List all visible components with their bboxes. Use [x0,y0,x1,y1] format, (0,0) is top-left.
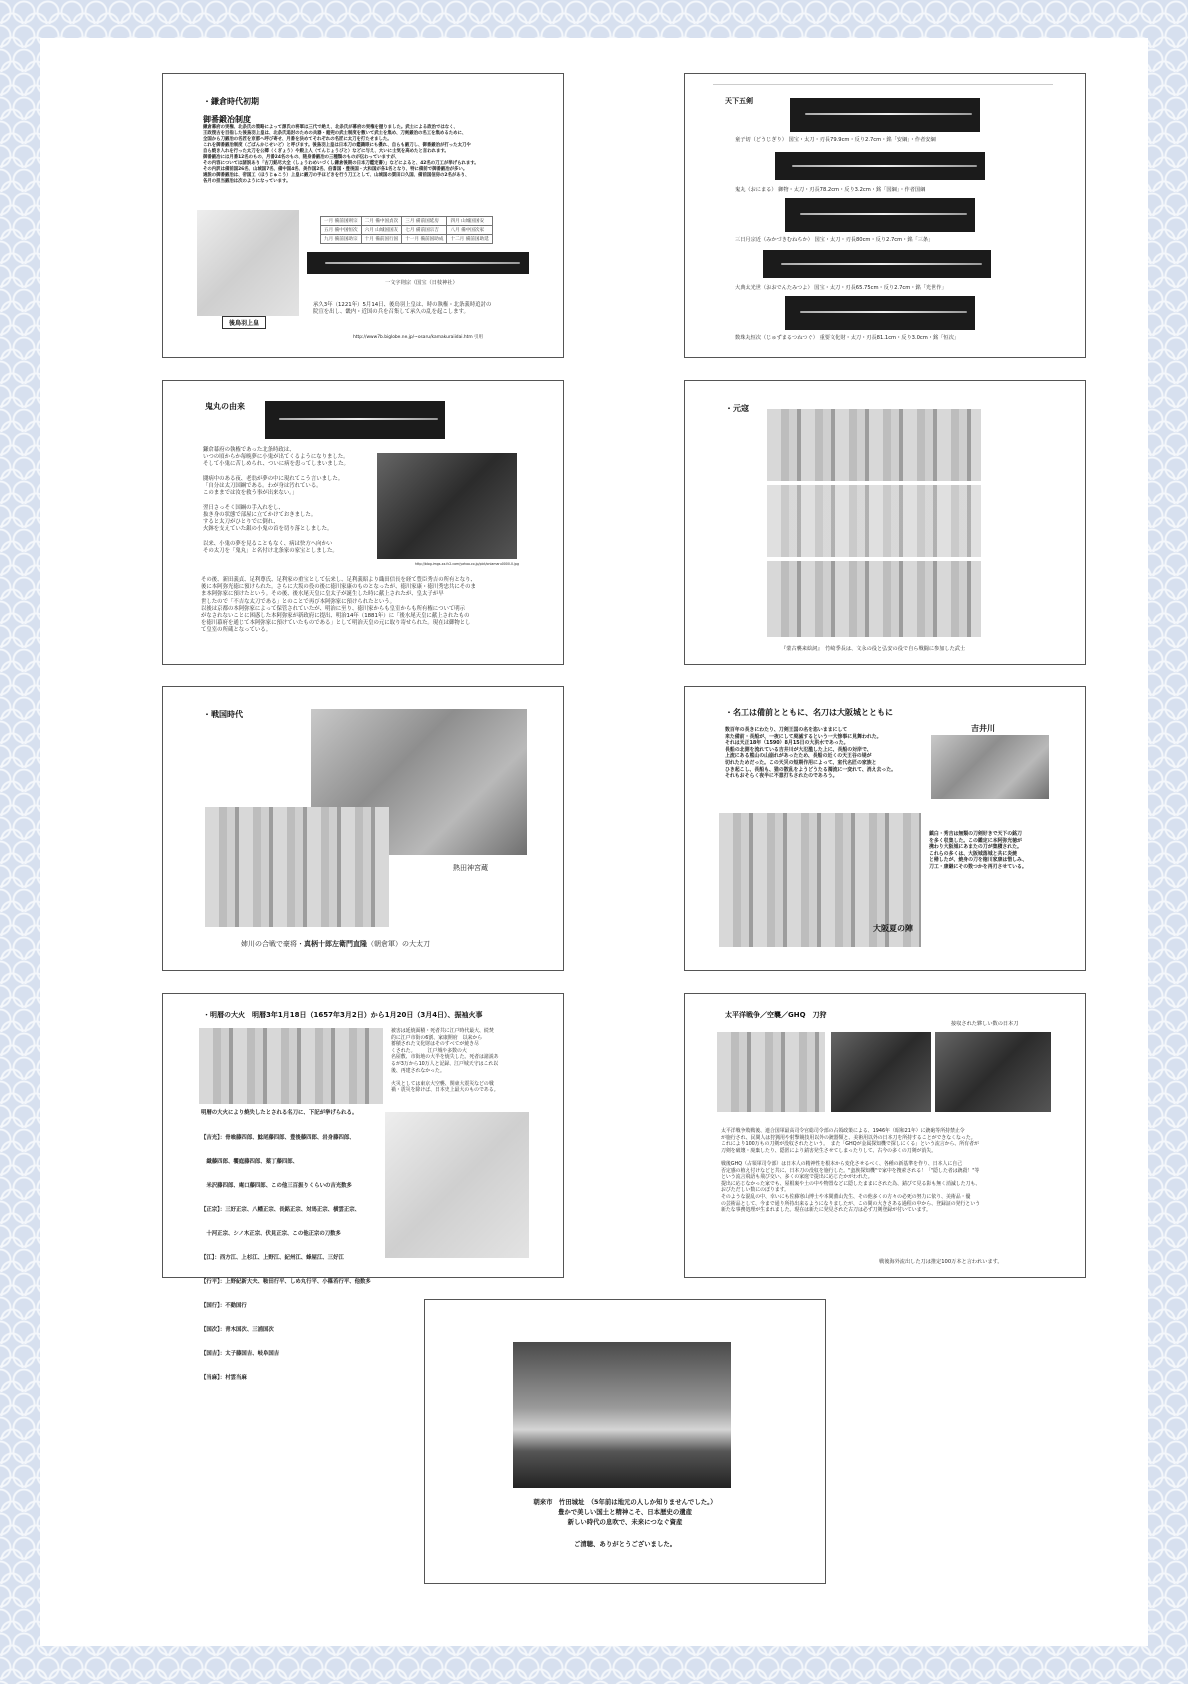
soldiers-image [831,1032,931,1112]
slide-bizen-osaka [684,686,1086,971]
lost-swords-intro: 明暦の大火により焼失したとされる名刀に、下記が挙げられる。 [201,1110,358,1116]
slide-kamakura [162,73,564,358]
body-text: 太平洋戦争敗戦後、連合国軍最高司令官総司令部の占領政策による、1946年（昭和21年）に銃砲等所持禁止令 が施行され、民間人は狩猟用や射撃競技用以外の銃器類と、美術用以外の日本刀を所持することができなくなった。 これにより100万もの刀剣が没収されたという。 また「GHQが金属探知機で探しにくる」という流言から、所有者が 刀剣を破壊・廃棄したり、隠匿により錆害発生させてしまったりして、古今の多くの刀剣が消失。 戦後GHQ（占領軍司令部）は日本人の精神性を根本から変化させるべく、各種の新基準を作り、日本人に自己 否定感の植え付けなどと共に、日本刀の没収を施行した。"蛮族探知機"で家中を捜索される！「"隠した者は銃殺！"等 という流言飛語も飛び交い、多くの家庭で提出に応じたかがわれた。 提出に応じなかった家でも、屋根裏や土の中や物置などに隠したままにされた為、錆びて見る影も無く消滅した刀も、 おびただしい数にのぼります。 そのような混乱の中、幸いにも佐藤寒山博士や本間薫山先生、その他多くの方々の必死の努力に依り、美術品・優 の芸術品として、今まで通り所持出来るようになりましたが、この間の大きさある過程の中から、登録証の発行という 新たな事務処理が生まれました。現在は新たに発見された古刀は必ず刀剣登録が付いています。 [721,1128,981,1214]
sword-caption: 一文字則宗（国宝（日枝神社） [385,280,458,286]
takeda-castle-image [513,1342,731,1488]
air-raid-image [717,1032,825,1112]
slide-onimaru [162,380,564,665]
scroll-painting-3 [767,561,981,637]
footer-note: 戦後海外流出した刀は推定100万本と言われいます。 [879,1259,1003,1265]
sword-image [307,252,529,274]
scroll-painting-2 [767,485,981,557]
portrait-image [197,210,299,316]
slide-tenka-goken [684,73,1086,358]
sengoku-caption: 姉川の合戦で豪将・真柄十郎左衛門直隆（朝倉軍）の大太刀 [241,940,430,948]
brazier-image [377,453,517,559]
slide-heading: ・鎌倉時代初期 [203,97,259,106]
sword-caption: 数珠丸恒次（じゅずまるつねつぐ） 重要文化財・太刀・刃長81.1cm・反り3.0cm・銘「恒次」 [735,335,959,341]
slide-heading: ・明暦の大火 明暦3年1月18日（1657年3月2日）から1月20日（3月4日）、振袖火事 [203,1011,483,1019]
thanks-text: ご清聴、ありがとうございました。 [573,1540,677,1548]
slide-heading: ・元寇 [725,404,749,413]
slide-takeda-castle [424,1299,826,1584]
slide-sengoku [162,686,564,971]
poster-sheet [40,38,1148,1646]
sword-caption: 童子切（どうじぎり） 国宝・太刀・刃長79.9cm・反り2.7cm・銘「安綱」・作者安綱 [735,137,936,143]
body-text: 鎌倉幕府の実権、北条氏の策略によって源氏の将軍は三代で絶え、北条氏が幕府の実権を握りました。武士による政治ではなく、 王政復古を目指した後鳥羽上皇は、北条氏追討のための兵器・鎧兜の武士制度を敷いて武士を集め、刀剣鍛冶の名工を集めるために、 全国から刀鍛冶の名匠を京都へ呼び寄せ、月番を決めてそれぞれの名匠に太刀を打たせました。 これを御番鍛冶制度（ごばんかじせいど）と呼びます。後鳥羽上皇は日本刀の鑑識眼にも優れ、自らも鍛刀し、御番鍛冶が打った太刀や 自ら焼き入れを行った太刀を公卿（くぎょう）や殿上人（てんじょうびと）などに与え、大いに士気を高めたと言われます。 御番鍛冶には月番12名のもの、月番24名のもの、随身番鍛冶の三種類のものが伝わっていますが、 その内容については諸説あり「古刀銘尽大全（しょうわめいづくし鎌倉後期の日本刀鑑定書）」などによると、42名の刀工が挙げられます。 その内訳は備前国26名、山城国7名、備中国4名、美作国2名、伯耆国・豊後国・大和国が各1名となり、特に備前で御番鍛冶が多い。 通説の御番鍛冶は、帝国工（ほうじゅこう）上皇に鍛刀の手ほどきを行う刀工として、山城国の粟田口久国、備前国信房の2名があり、 各月の担当鍛冶は次のようになっています。 [203,125,479,184]
screen-label: 大阪夏の陣 [873,924,913,933]
sword-image [775,152,985,180]
story-text: 鎌倉幕府の執権であった北条時政は、 いつの頃からか毎晩夢に小鬼が出てくるようになりました。 そして小鬼に苦しめられ、ついに病を患ってしまいました。 闘病中のある夜、老翁が夢の中に現れてこう言いました。 「自分は太刀国綱である。わが身は汚れている。 このままでは汝を救う事が出来ない。」 翌日さっそく国綱の手入れをし、 抜き身の状態で部屋に立てかけておきました。 すると太刀がひとりでに倒れ、 火鉢を支えていた銀の小鬼の首を切り落としました。 以来、小鬼の夢を見ることもなく、病は快方へ向かい その太刀を「鬼丸」と名付け北条家の家宝としました。 [203,447,349,554]
edo-map-image [385,1112,529,1258]
battle-screen-image [205,807,389,927]
lost-swords-list: 【吉光】：骨喰藤四郎、鯰尾藤四郎、豊後藤四郎、岩身藤四郎、 織藤四郎、饗庭藤四郎、薬丁藤四郎、 米沢藤四郎、庵口藤四郎、この他三百振りくらいの吉光数多 【正宗】：三好正宗、八幡正宗、長銘正宗、対馬正宗、横雲正宗、 十河正宗、シノ木正宗、伏見正宗、この他正宗の刀数多 【江】：西方江、上杉江、上野江、紀州江、蜂屋江、三好江 【行平】：上野紀新大夫、鞍田行平、しめ丸行平、小篠若行平、他数多 【国行】：不動国行 【国次】：青木国次、三浦国次 【国吉】：太子藤国吉、岐阜国吉 【当麻】：村雲当麻 [201,1135,371,1381]
slide-heading: 鬼丸の由来 [205,402,245,411]
closing-line-1: 朝来市 竹田城址 （5年前は地元の人しか知りませんでした。） [533,1498,717,1506]
sword-caption: 大典太光世（おおでんたみつよ） 国宝・太刀・刃長65.75cm・反り2.7cm・銘「光世作」 [735,285,947,291]
slide-genko [684,380,1086,665]
sword-caption: 三日月宗近（みかづきむねちか） 国宝・太刀・刃長80cm・反り2.7cm・銘「三条」 [735,237,934,243]
closing-line-3: 新しい時代の息吹で、未来につなぐ資産 [567,1518,683,1526]
yoshii-river-image [931,735,1049,799]
blacksmith-table: 一月 備前国則宗 二月 備中国貞次 三月 備前国延房 四月 山城国国安 五月 備中国恒次 六月 山城国国友 七月 備前国宗吉 八月 備中国次家 九月 備前国助宗 十月 備前国行国 十一月 備前国助成 十二月 備前国助延 [320,216,493,244]
sword-caption: 鬼丸（おにまる） 御物・太刀・刃長78.2cm・反り3.2cm・銘「国綱」・作者国綱 [735,187,926,193]
body-text: 数百年の長きにわたり、刀剣王国の名を恣いままにして 来た備前・長船が、一夜にして廃滅するという一大惨事に見舞われた。 それは天正18年（1590）8月15日の大洪水であった。 長船の北側を流れている吉井川が大氾濫した上に、長船の対岸で、 上流にある熊山の山崩れがあったため、長船の近くの天王谷の堤が 切れたためだった。この天災の短期作用によって、室代名匠の家族と ひき起こし、長船も、猫の散乱をようどうたる濁流に一変れて、消え去った。 それもおそらく夜半に不意打ちされたのであろう。 [725,727,897,780]
slide-heading: ・名工は備前とともに、名刀は大阪城とともに [725,708,893,717]
slide-subheading: 御番鍛冶制度 [203,115,251,124]
photo-caption: 接収された夥しい数の日本刀 [951,1021,1019,1027]
scroll-caption: 『蒙古襲来絵詞』 竹崎季長は、文永の役と弘安の役で自ら戦闘に参加した武士 [781,646,966,652]
shrine-label: 熱田神宮蔵 [453,864,488,872]
note-text: 承久3年（1221年）5月14日、後鳥羽上皇は、時の執権・北条義時追討の 院宣を出し、畿内・近国の兵を召集して承久の乱を起こします。 [313,302,492,316]
fire-detail-text: 被害は延焼面積・死者共に江戸時代最大、続焚 的に江戸市街の6割、家康開府 以来から 蓄積された文化財はそのすべてが焼き尽 くされた。 江戸城や多数の大 名屋敷、市街地の大半を焼失した。死者は諸説あ るが3万から10万人と記録、江戸城天守はこれ以 後、再建されなかった。 火災としては東京大空襲、関東大震災などの戦 禍・震災を除けば、日本史上最大のものである。 [391,1028,499,1094]
sword-image [265,401,445,439]
image-credit: http://blog-imgs-xx.fc2.com/yahoo.co.jp/pict/oniamaru0000-0.jpg [415,562,519,566]
side-text: 鎮白・秀吉は無類の刀剣好きで天下の銘刀 を多く収集した。この鑑定に本阿弥光徳が 携わり大阪城にあまたの刀が集積された。 これらの多くは、大阪城落城と共に炎焼 と帰したが、焼身の刀を徳川家康は惜しみ、 刀工・康継にその数つかを再刃させている。 [929,831,1028,870]
slide-heading: 太平洋戦争／空襲／GHQ 刀狩 [725,1011,827,1019]
sword-image [790,98,980,132]
history-text: その後、新田義貞、足利尊氏、足利家の重宝として伝来し、足利義昭より織田信長を経て豊臣秀吉の所有となり、 後に本阿弥光徳に預けられた。さらに大坂の役の後に徳川家康のものとなったが、徳川家康・徳川秀忠共にそのま ま本阿弥家に預けたという。その後、後水尾天皇に皇太子が誕生した時に献上されたが、皇太子が早 世したので「不吉な太刀である」とのことで再び本阿弥家に預けられたという。 以後は京都の本阿弥家によって保管されていたが、明治に至り、徳川家からも皇室からも所有権について明示 がなされないことに困惑した本阿弥家が新政府に提出、明治14年（1881年）に「後水尾天皇に献上されたもの を徳川幕府を通じて本阿弥家に預けていたものである」として明治天皇の元に取り寄せられた。現在は御物とし て皇室の所蔵となっている。 [201,577,476,634]
river-label: 吉井川 [971,724,995,733]
closing-line-2: 豊かで美しい国土と精神こそ、日本歴史の遺産 [557,1508,693,1516]
sword-image [763,250,991,278]
source-url: http://www7b.biglobe.ne.jp/~osaru/kamakuraiidai.htm 引用 [353,335,483,340]
fire-painting-image [199,1028,383,1104]
slide-heading: 天下五剣 [725,97,753,105]
portrait-label: 後鳥羽上皇 [222,316,266,329]
scroll-painting-1 [767,409,981,481]
sword-image [785,198,975,232]
slide-meireki-fire [162,993,564,1381]
confiscated-swords-image [935,1032,1051,1112]
sword-image [785,296,975,330]
slide-heading: ・戦国時代 [203,710,243,719]
slide-ghq [684,993,1086,1278]
